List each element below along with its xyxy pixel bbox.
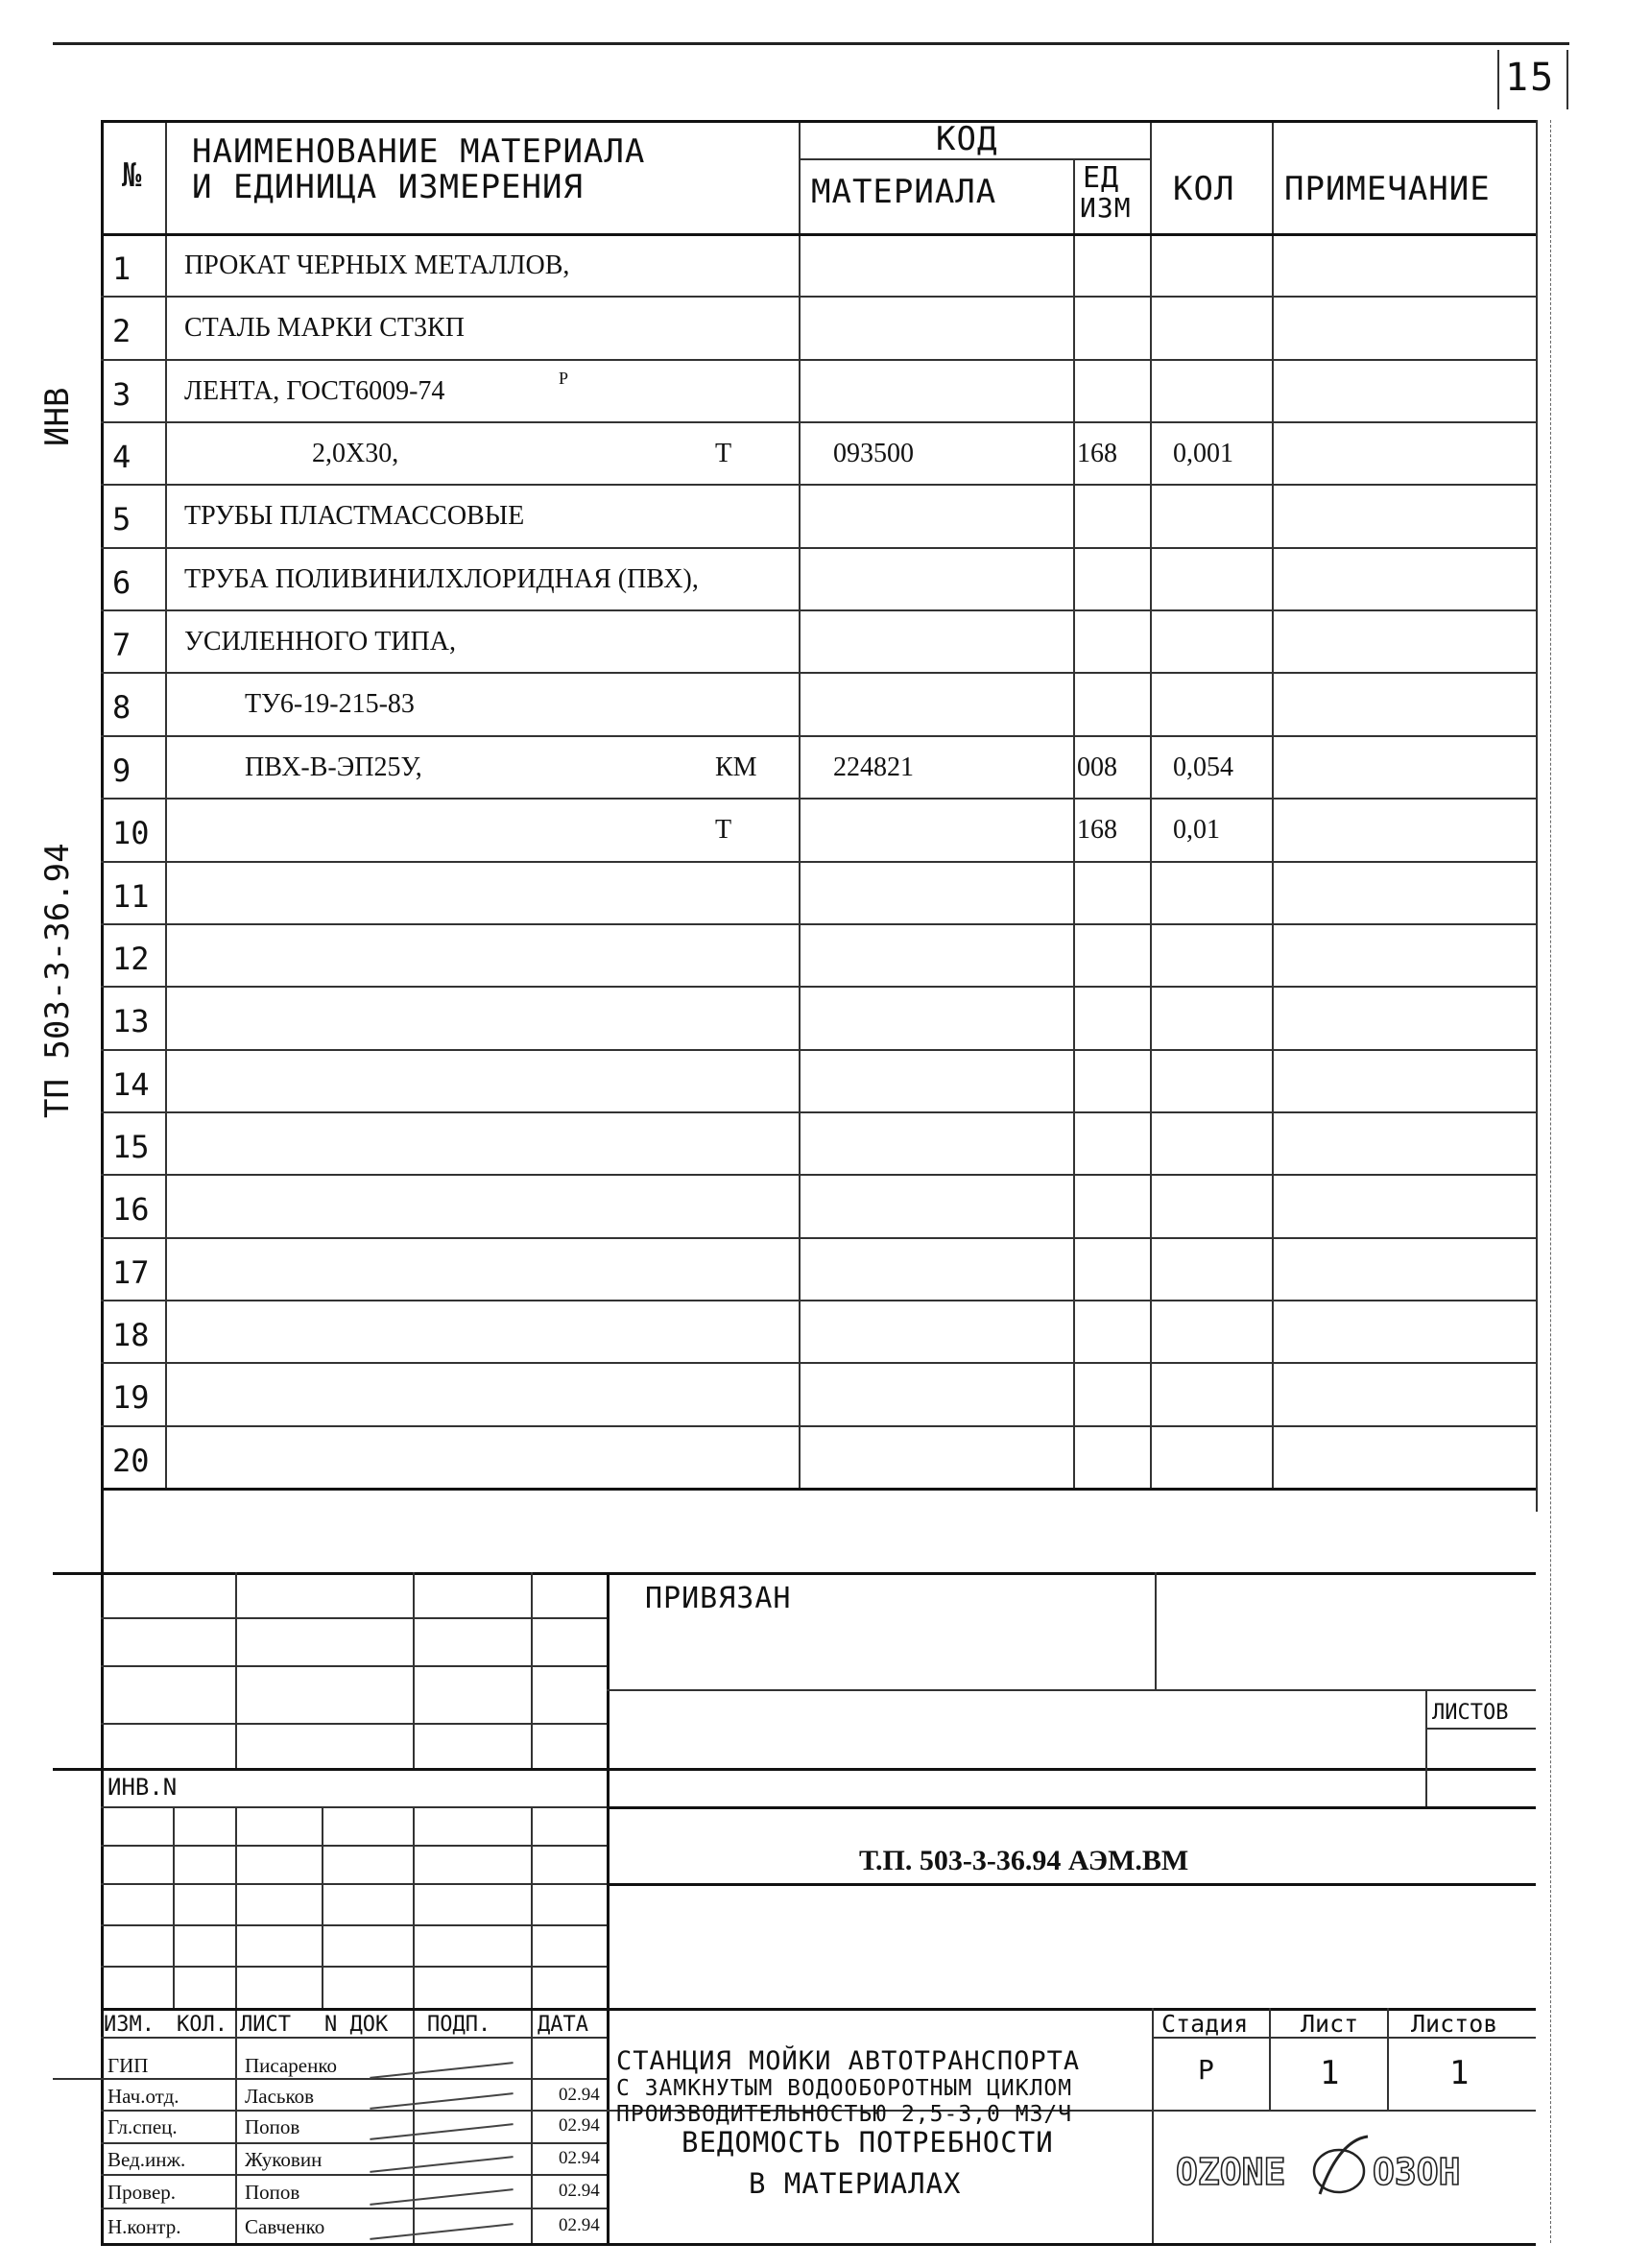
signatory-role: Вед.инж. [108, 2148, 186, 2171]
row-name: ПВХ-В-ЭП25У, [245, 752, 422, 782]
signatory-date: 02.94 [559, 2148, 600, 2168]
doc-title-line2: В МАТЕРИАЛАХ [749, 2167, 962, 2200]
listov-label: ЛИСТОВ [1432, 1701, 1509, 1725]
row-ed: 168 [1077, 815, 1117, 846]
row-n: 4 [112, 439, 132, 476]
doc-title-line1: ВЕДОМОСТЬ ПОТРЕБНОСТИ [681, 2126, 1054, 2159]
signatory-name: Писаренко [245, 2054, 337, 2077]
stage-value: Р [1198, 2054, 1215, 2086]
row-n: 13 [112, 1003, 150, 1040]
row-n: 11 [112, 877, 150, 915]
inv-label: ИНВ.N [108, 1774, 178, 1801]
row-code: 093500 [833, 439, 914, 469]
row-ed: 168 [1077, 439, 1117, 469]
project-title-line2: С ЗАМКНУТЫМ ВОДООБОРОТНЫМ ЦИКЛОМ [616, 2076, 1073, 2101]
signature-mark [370, 2156, 513, 2173]
row-n: 2 [112, 313, 132, 350]
signatory-name: Попов [245, 2181, 300, 2204]
logo-text-left: OZONE [1176, 2151, 1286, 2193]
row-name: ТРУБА ПОЛИВИНИЛХЛОРИДНАЯ (ПВХ), [184, 563, 699, 594]
signatory-name: Савченко [245, 2215, 325, 2238]
stage-label: Стадия [1161, 2010, 1249, 2038]
row-ed: 008 [1077, 752, 1117, 782]
row-name: СТАЛЬ МАРКИ СТ3КП [184, 313, 465, 344]
signature-mark [370, 2223, 513, 2240]
header-num: № [122, 156, 143, 195]
sheets-value: 1 [1449, 2054, 1471, 2092]
header-material: МАТЕРИАЛА [811, 173, 997, 211]
col-ndok: N ДОК [324, 2013, 389, 2037]
document-code: Т.П. 503-3-36.94 АЭМ.ВМ [859, 1845, 1189, 1876]
col-kol: КОЛ. [177, 2013, 227, 2037]
col-data: ДАТА [538, 2013, 588, 2037]
row-name: УСИЛЕННОГО ТИПА, [184, 627, 456, 657]
col-list: ЛИСТ [240, 2013, 291, 2037]
page-number: 15 [1505, 56, 1556, 100]
col-podp: ПОДП. [427, 2013, 491, 2037]
signature-mark [370, 2123, 513, 2140]
sheet-value: 1 [1320, 2054, 1341, 2092]
row-qty: 0,054 [1173, 752, 1233, 782]
row-qty: 0,001 [1173, 439, 1233, 469]
project-title-line3: ПРОИЗВОДИТЕЛЬНОСТЬЮ 2,5-3,0 М3/Ч [616, 2102, 1073, 2127]
row-n: 7 [112, 627, 132, 664]
signatory-name: Ласьков [245, 2085, 315, 2108]
row-name: ПРОКАТ ЧЕРНЫХ МЕТАЛЛОВ, [184, 251, 570, 280]
header-code: КОД [936, 120, 998, 158]
row-n: 10 [112, 815, 150, 852]
ozone-logo [1176, 2131, 1502, 2208]
privyazan-label: ПРИВЯЗАН [645, 1582, 792, 1615]
top-border [53, 42, 1569, 45]
signatory-date: 02.94 [559, 2215, 600, 2235]
row-n: 20 [112, 1442, 150, 1479]
row-code: 224821 [833, 752, 914, 782]
row-n: 19 [112, 1379, 150, 1417]
signature-mark [370, 2188, 513, 2206]
row-n: 8 [112, 689, 132, 727]
row-name: ТРУБЫ ПЛАСТМАССОВЫЕ [184, 501, 525, 532]
row-unit: Т [715, 439, 732, 469]
signature-mark [370, 2092, 513, 2110]
col-izm: ИЗМ. [104, 2013, 155, 2037]
signatory-role: Н.контр. [108, 2215, 181, 2238]
header-name-line1: НАИМЕНОВАНИЕ МАТЕРИАЛА [192, 132, 646, 171]
header-qty: КОЛ [1173, 170, 1235, 208]
signatory-role: Нач.отд. [108, 2085, 179, 2108]
row-name-superscript: Р [559, 368, 569, 388]
signature-mark [370, 2062, 513, 2079]
logo-text-right: ОЗОН [1373, 2151, 1461, 2193]
row-n: 15 [112, 1128, 150, 1165]
header-unit-line1: ЕД [1083, 161, 1120, 195]
row-n: 12 [112, 940, 150, 977]
header-note: ПРИМЕЧАНИЕ [1284, 170, 1491, 208]
header-name-line2: И ЕДИНИЦА ИЗМЕРЕНИЯ [192, 168, 584, 206]
row-n: 9 [112, 752, 132, 789]
row-n: 17 [112, 1253, 150, 1291]
signatory-name: Попов [245, 2115, 300, 2138]
row-name: 2,0Х30, [312, 439, 399, 469]
row-n: 3 [112, 375, 132, 413]
row-n: 18 [112, 1316, 150, 1353]
row-n: 5 [112, 501, 132, 538]
signatory-role: ГИП [108, 2054, 149, 2077]
signatory-date: 02.94 [559, 2115, 600, 2136]
row-qty: 0,01 [1173, 815, 1220, 846]
row-unit: Т [715, 815, 732, 846]
row-name: ТУ6-19-215-83 [245, 689, 415, 720]
sheets-label: Листов [1411, 2010, 1498, 2038]
row-n: 16 [112, 1191, 150, 1229]
signatory-name: Жуковин [245, 2148, 323, 2171]
left-edge-mid-text: ТП 503-3-36.94 [38, 843, 77, 1118]
sheet-label: Лист [1301, 2010, 1359, 2038]
signatory-date: 02.94 [559, 2085, 600, 2105]
row-name: ЛЕНТА, ГОСТ6009-74 [184, 375, 445, 406]
signatory-role: Провер. [108, 2181, 177, 2204]
row-n: 14 [112, 1065, 150, 1103]
row-n: 6 [112, 563, 132, 601]
signatory-role: Гл.спец. [108, 2115, 178, 2138]
project-title-line1: СТАНЦИЯ МОЙКИ АВТОТРАНСПОРТА [616, 2046, 1081, 2076]
signatory-date: 02.94 [559, 2181, 600, 2201]
left-edge-top-text: ИНВ [38, 387, 77, 446]
header-unit-line2: ИЗМ [1080, 192, 1132, 224]
row-unit: КМ [715, 752, 757, 782]
row-n: 1 [112, 251, 132, 287]
